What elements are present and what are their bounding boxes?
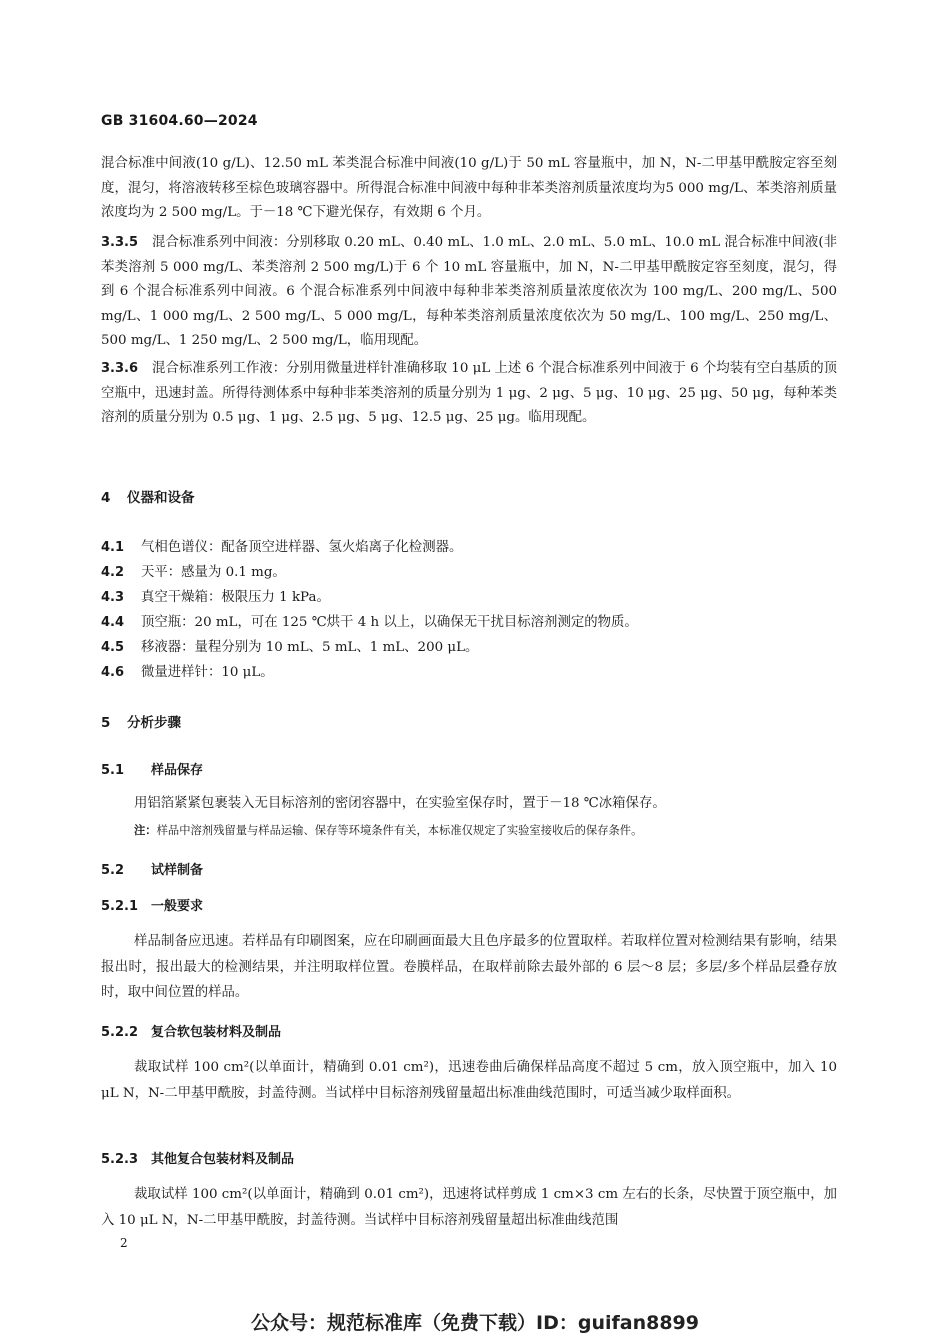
subsection-number: 5.2.3 bbox=[101, 1152, 139, 1167]
clause-3-3-5 bbox=[101, 231, 837, 354]
item-number: 4.6 bbox=[101, 665, 125, 680]
item-4-4 bbox=[101, 611, 638, 630]
item-text: 气相色谱仪：配备顶空进样器、氢火焰离子化检测器。 bbox=[141, 540, 463, 555]
subsection-5-2-heading bbox=[101, 859, 203, 878]
subsection-5-2-1-text: 样品制备应迅速。若样品有印刷图案，应在印刷画面最大且色序最多的位置取样。若取样位置对检测结果有影响，结果报出时，报出最大的检测结果，并注明取样位置。卷膜样品，在取样前除去最外部的 6 层～8 层；多层/多个样品层叠存放时，取中间位置的样品。 bbox=[101, 934, 837, 1001]
item-4-2 bbox=[101, 561, 286, 580]
note-text: 样品中溶剂残留量与样品运输、保存等环境条件有关，本标准仅规定了实验室接收后的保存条件。 bbox=[156, 824, 643, 837]
item-text: 移液器：量程分别为 10 mL、5 mL、1 mL、200 μL。 bbox=[141, 640, 479, 655]
section-number: 5 bbox=[101, 715, 111, 731]
item-number: 4.2 bbox=[101, 565, 125, 580]
subsection-title: 试样制备 bbox=[151, 863, 204, 878]
clause-3-3-6 bbox=[101, 357, 837, 431]
subsection-title: 复合软包装材料及制品 bbox=[151, 1025, 282, 1040]
item-number: 4.5 bbox=[101, 640, 125, 655]
subsection-5-2-3-heading bbox=[101, 1148, 294, 1167]
note bbox=[134, 822, 642, 838]
subsection-number: 5.2 bbox=[101, 863, 125, 878]
section-title: 分析步骤 bbox=[127, 715, 181, 731]
item-number: 4.1 bbox=[101, 540, 125, 555]
item-4-1 bbox=[101, 536, 462, 555]
item-4-3 bbox=[101, 586, 330, 605]
subsection-5-2-2-heading bbox=[101, 1021, 281, 1040]
item-text: 微量进样针：10 μL。 bbox=[141, 665, 274, 680]
subsection-number: 5.1 bbox=[101, 763, 125, 778]
clause-text: 混合标准系列中间液：分别移取 0.20 mL、0.40 mL、1.0 mL、2.0 mL、5.0 mL、10.0 mL 混合标准中间液(非苯类溶剂 5 000 mg/L、苯类溶剂 2 500 mg/L)于 6 个 10 mL 容量瓶中，加 N，N-二甲基甲酰胺定容至刻度，混匀，得到 6 个混合标准系列中间液。6 个混合标准系列中间液中每种非苯类溶剂质量浓度依次为 100 mg/L、200 mg/L、500 mg/L、1 000 mg/L、2 500 mg/L、5 000 mg/L，每种苯类溶剂质量浓度依次为 50 mg/L、100 mg/L、250 mg/L、500 mg/L、1 250 mg/L、2 500 mg/L，临用现配。 bbox=[101, 235, 837, 349]
subsection-title: 一般要求 bbox=[151, 899, 204, 914]
standard-code: GB 31604.60—2024 bbox=[101, 113, 258, 129]
item-number: 4.4 bbox=[101, 615, 125, 630]
footer-watermark: 公众号：规范标准库（免费下载）ID：guifan8899 bbox=[251, 1312, 699, 1334]
subsection-title: 样品保存 bbox=[151, 763, 204, 778]
section-4-heading bbox=[101, 486, 195, 506]
section-title: 仪器和设备 bbox=[127, 490, 195, 506]
subsection-number: 5.2.2 bbox=[101, 1025, 139, 1040]
clause-text: 混合标准系列工作液：分别用微量进样针准确移取 10 μL 上述 6 个混合标准系列中间液于 6 个均装有空白基质的顶空瓶中，迅速封盖。所得待测体系中每种非苯类溶剂的质量分别为 1 μg、2 μg、5 μg、10 μg、25 μg、50 μg，每种苯类溶剂的质量分别为 0.5 μg、1 μg、2.5 μg、5 μg、12.5 μg、25 μg。临用现配。 bbox=[101, 361, 837, 426]
clause-number: 3.3.6 bbox=[101, 361, 139, 376]
section-number: 4 bbox=[101, 490, 111, 506]
note-label: 注： bbox=[134, 824, 157, 837]
item-4-6 bbox=[101, 661, 274, 680]
subsection-5-2-1-heading bbox=[101, 895, 203, 914]
subsection-number: 5.2.1 bbox=[101, 899, 139, 914]
subsection-5-1-heading bbox=[101, 759, 203, 778]
item-text: 天平：感量为 0.1 mg。 bbox=[141, 565, 286, 580]
item-text: 真空干燥箱：极限压力 1 kPa。 bbox=[141, 590, 330, 605]
section-5-heading bbox=[101, 711, 181, 731]
clause-number: 3.3.5 bbox=[101, 235, 139, 250]
item-text: 顶空瓶：20 mL，可在 125 ℃烘干 4 h 以上，以确保无干扰目标溶剂测定的物质。 bbox=[141, 615, 638, 630]
item-4-5 bbox=[101, 636, 478, 655]
page-number: 2 bbox=[120, 1236, 128, 1250]
item-number: 4.3 bbox=[101, 590, 125, 605]
subsection-title: 其他复合包装材料及制品 bbox=[151, 1152, 295, 1167]
intro-paragraph: 混合标准中间液(10 g/L)、12.50 mL 苯类混合标准中间液(10 g/L)于 50 mL 容量瓶中，加 N，N-二甲基甲酰胺定容至刻度，混匀，将溶液转移至棕色玻璃容器中。所得混合标准中间液中每种非苯类溶剂质量浓度均为5 000 mg/L、苯类溶剂质量浓度均为 2 500 mg/L。于－18 ℃下避光保存，有效期 6 个月。 bbox=[101, 156, 837, 221]
subsection-5-1-text: 用铝箔紧紧包裹装入无目标溶剂的密闭容器中，在实验室保存时，置于－18 ℃冰箱保存。 bbox=[134, 796, 666, 811]
subsection-5-2-2-text: 裁取试样 100 cm²(以单面计，精确到 0.01 cm²)，迅速卷曲后确保样品高度不超过 5 cm，放入顶空瓶中，加入 10 μL N，N-二甲基甲酰胺，封盖待测。当试样中目标溶剂残留量超出标准曲线范围时，可适当减少取样面积。 bbox=[101, 1060, 837, 1101]
subsection-5-2-3-text: 裁取试样 100 cm²(以单面计，精确到 0.01 cm²)，迅速将试样剪成 1 cm×3 cm 左右的长条，尽快置于顶空瓶中，加入 10 μL N，N-二甲基甲酰胺，封盖待测。当试样中目标溶剂残留量超出标准曲线范围 bbox=[101, 1187, 837, 1228]
